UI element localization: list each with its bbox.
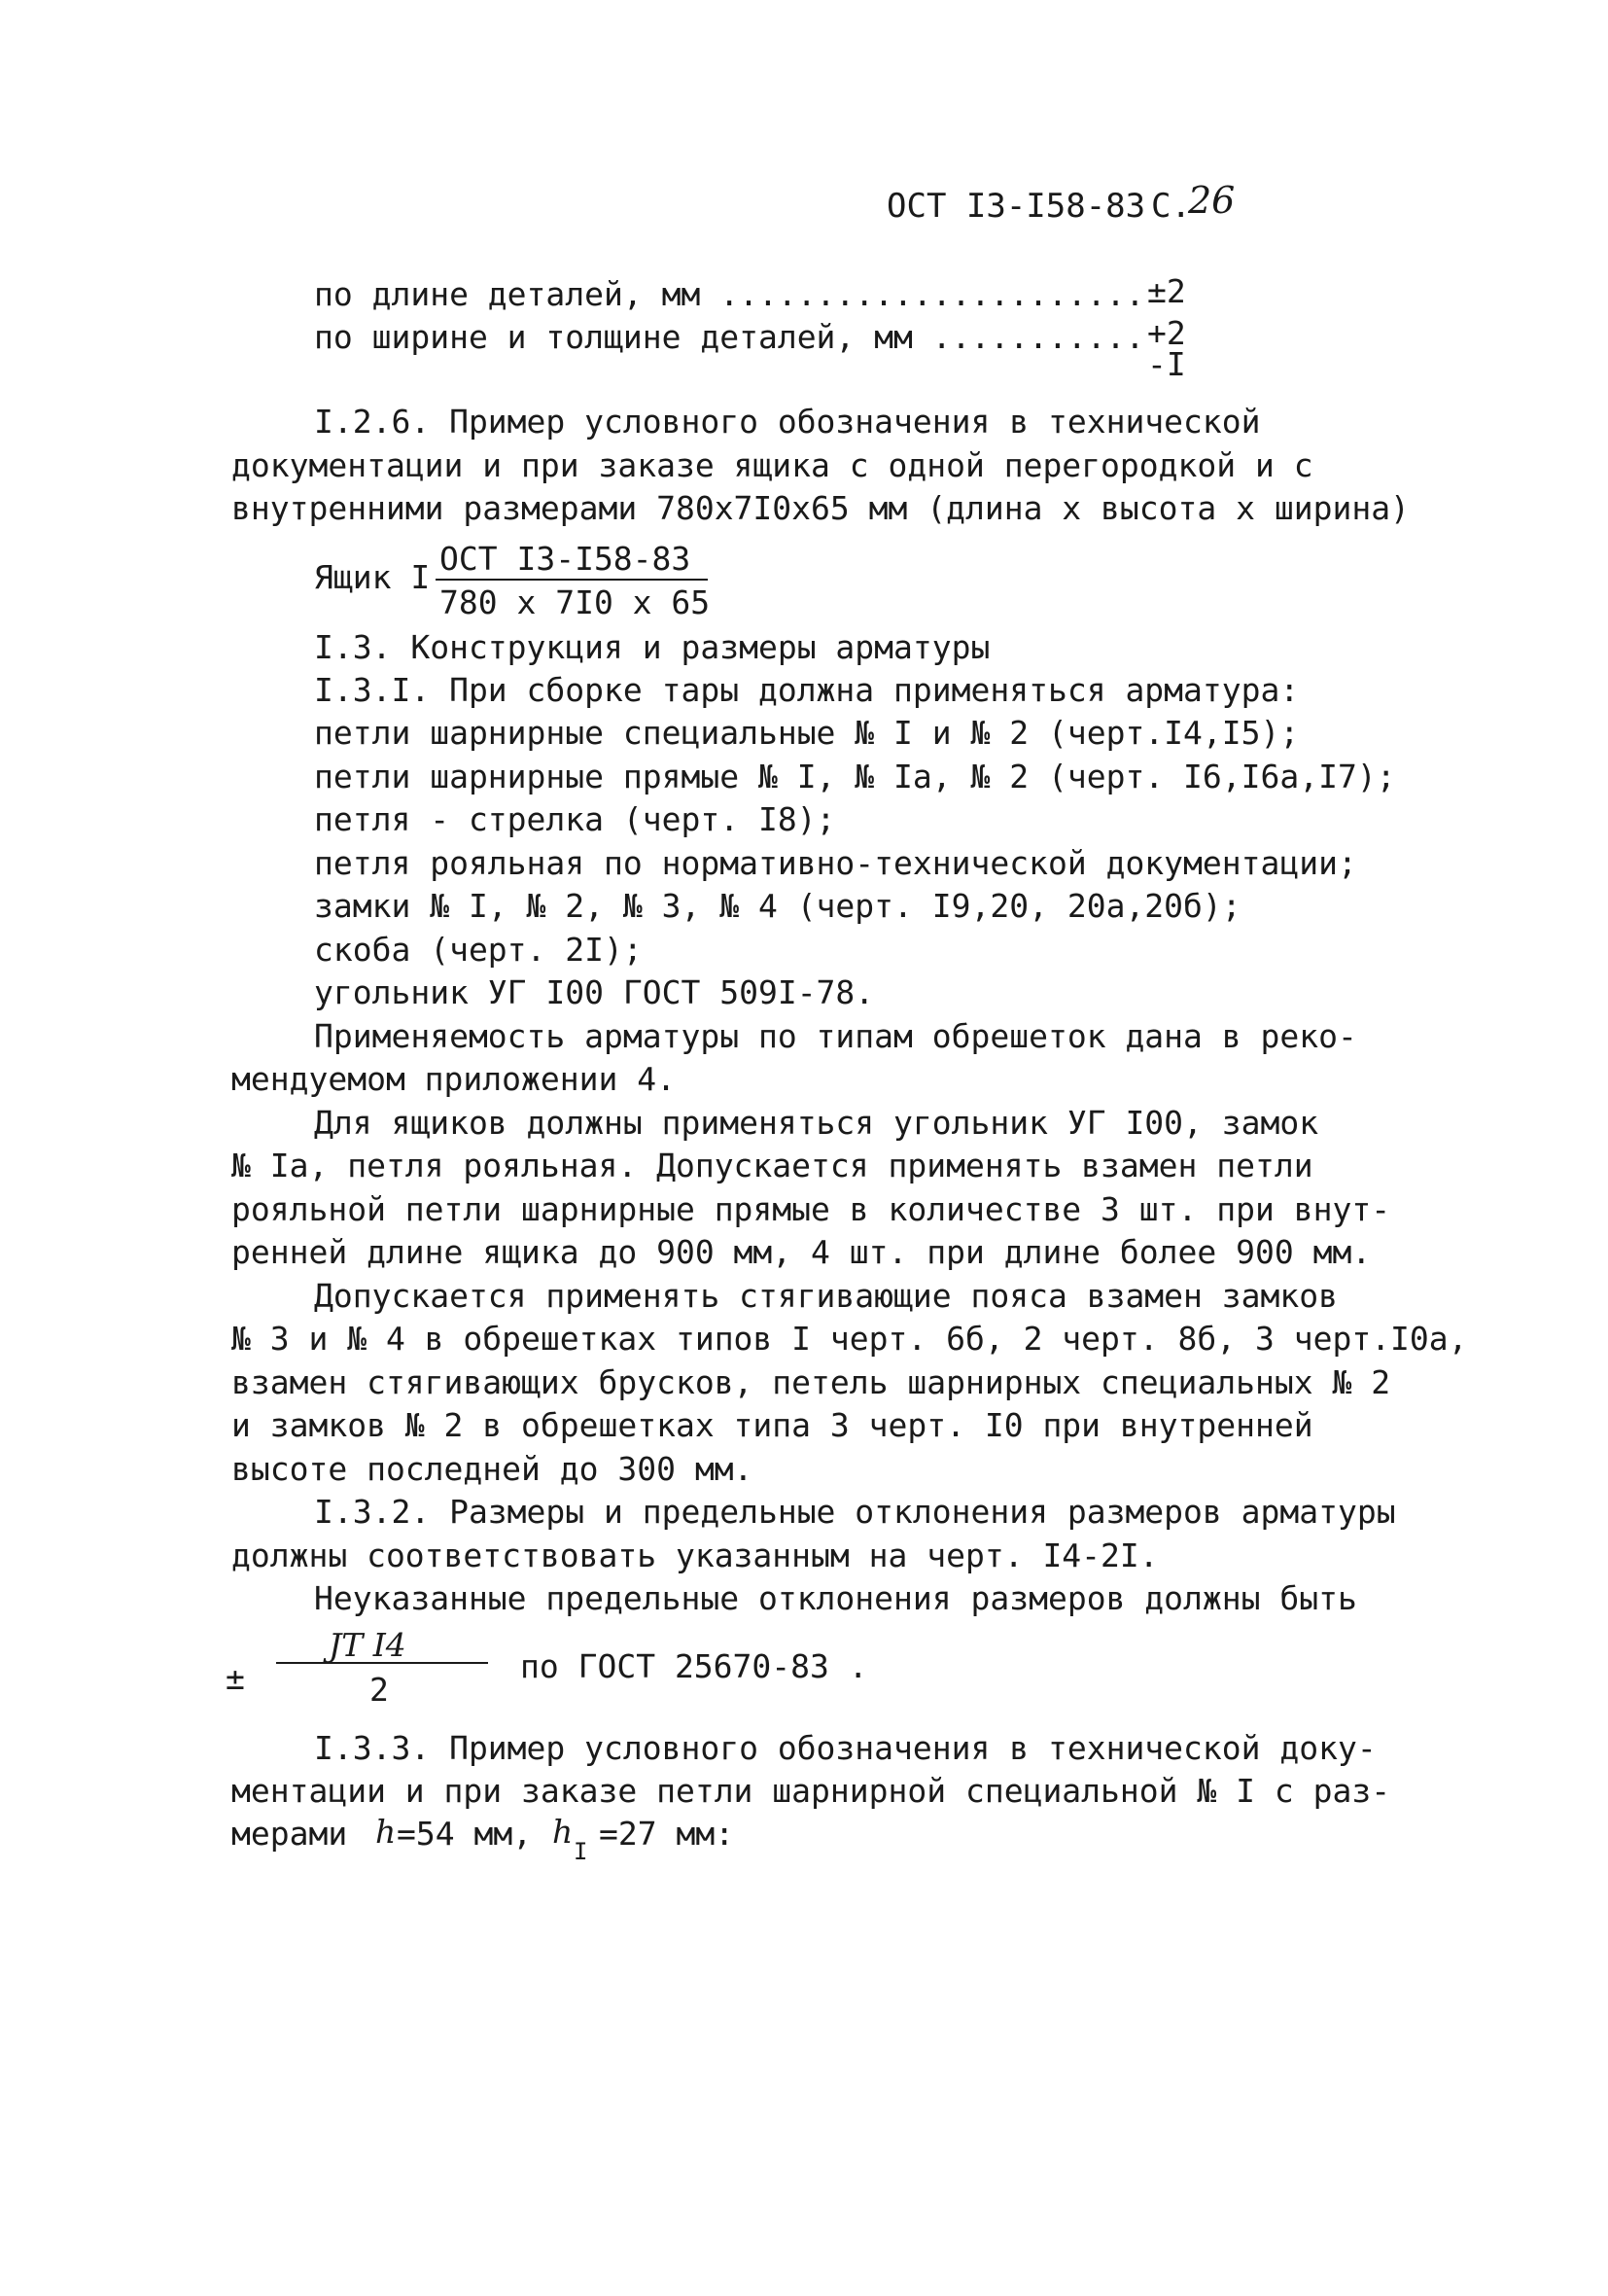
section-1-3-2-line-1: I.3.2. Размеры и предельные отклонения размеров арматуры <box>314 1493 1396 1531</box>
section-1-3-3-line-2: ментации и при заказе петли шарнирной специальной № I с раз- <box>231 1772 1391 1810</box>
belts-para-line-5: высоте последней до 300 мм. <box>231 1450 753 1488</box>
dims-prefix: мерами <box>231 1815 348 1853</box>
applicability-line-2: мендуемом приложении 4. <box>231 1060 676 1098</box>
section-1-2-6-line-2: документации и при заказе ящика с одной перегородкой и с <box>231 446 1313 484</box>
dim-h1-symbol: h <box>552 1813 574 1851</box>
section-1-2-6-line-1: I.2.6. Пример условного обозначения в технической <box>314 403 1261 441</box>
fitting-item: угольник УГ I00 ГОСТ 509I-78. <box>314 973 875 1011</box>
formula-denominator: 2 <box>369 1671 389 1709</box>
dim-h1-subscript: I <box>574 1838 588 1865</box>
unspecified-deviations: Неуказанные предельные отклонения размеров должны быть <box>314 1579 1357 1617</box>
dim-h-symbol: h <box>375 1813 397 1851</box>
section-1-3-2-line-2: должны соответствовать указанным на черт. I4-2I. <box>231 1537 1159 1574</box>
fitting-item: петли шарнирные прямые № I, № Iа, № 2 (черт. I6,I6а,I7); <box>314 758 1396 795</box>
formula-fraction-bar <box>276 1662 488 1664</box>
tolerance-length-value: ±2 <box>1147 272 1186 310</box>
boxes-para-line-1: Для ящиков должны применяться угольник УГ I00, замок <box>314 1104 1319 1142</box>
dim-h-value: =54 мм, <box>397 1815 533 1853</box>
belts-para-line-4: и замков № 2 в обрешетках типа 3 черт. I0 при внутренней <box>231 1406 1313 1444</box>
designation-prefix: Ящик I <box>314 558 431 596</box>
belts-para-line-3: взамен стягивающих брусков, петель шарнирных специальных № 2 <box>231 1363 1391 1401</box>
dim-h1-value: =27 мм: <box>599 1815 735 1853</box>
boxes-para-line-3: рояльной петли шарнирные прямые в количестве 3 шт. при внут- <box>231 1190 1391 1228</box>
formula-suffix: по ГОСТ 25670-83 . <box>520 1647 868 1685</box>
fitting-item: петля рояльная по нормативно-технической документации; <box>314 844 1357 882</box>
section-1-3-1-intro: I.3.I. При сборке тары должна применяться арматура: <box>314 671 1300 709</box>
formula-sign: ± <box>226 1659 245 1697</box>
fitting-item: замки № I, № 2, № 3, № 4 (черт. I9,20, 20а,20б); <box>314 887 1241 925</box>
tolerance-length-label: по длине деталей, мм ...................... <box>314 275 1145 313</box>
tolerance-width-plus: +2 <box>1147 314 1186 352</box>
boxes-para-line-2: № Iа, петля рояльная. Допускается применять взамен петли <box>231 1147 1313 1184</box>
section-1-3-title: I.3. Конструкция и размеры арматуры <box>314 628 991 666</box>
belts-para-line-1: Допускается применять стягивающие пояса взамен замков <box>314 1277 1338 1315</box>
applicability-line-1: Применяемость арматуры по типам обрешеток дана в реко- <box>314 1017 1357 1055</box>
page-number: 26 <box>1188 179 1236 222</box>
section-1-2-6-line-3: внутренними размерами 780х7I0х65 мм (длина х высота х ширина) <box>231 489 1410 527</box>
designation-numerator: ОСТ I3-I58-83 <box>436 540 708 581</box>
formula-numerator: JT I4 <box>329 1626 406 1664</box>
page-prefix: С. <box>1151 187 1191 226</box>
boxes-para-line-4: ренней длине ящика до 900 мм, 4 шт. при длине более 900 мм. <box>231 1233 1372 1271</box>
tolerance-width-label: по ширине и толщине деталей, мм ........... <box>314 318 1145 356</box>
document-code: ОСТ I3-I58-83 <box>887 187 1146 226</box>
designation-denominator: 780 х 7I0 х 65 <box>439 583 711 621</box>
tolerance-width-minus: -I <box>1147 345 1186 383</box>
section-1-3-3-line-1: I.3.3. Пример условного обозначения в технической доку- <box>314 1729 1377 1767</box>
fitting-item: скоба (черт. 2I); <box>314 931 643 969</box>
fitting-item: петля - стрелка (черт. I8); <box>314 800 836 838</box>
fitting-item: петли шарнирные специальные № I и № 2 (черт.I4,I5); <box>314 714 1300 752</box>
belts-para-line-2: № 3 и № 4 в обрешетках типов I черт. 6б, 2 черт. 8б, 3 черт.I0а, <box>231 1320 1468 1358</box>
